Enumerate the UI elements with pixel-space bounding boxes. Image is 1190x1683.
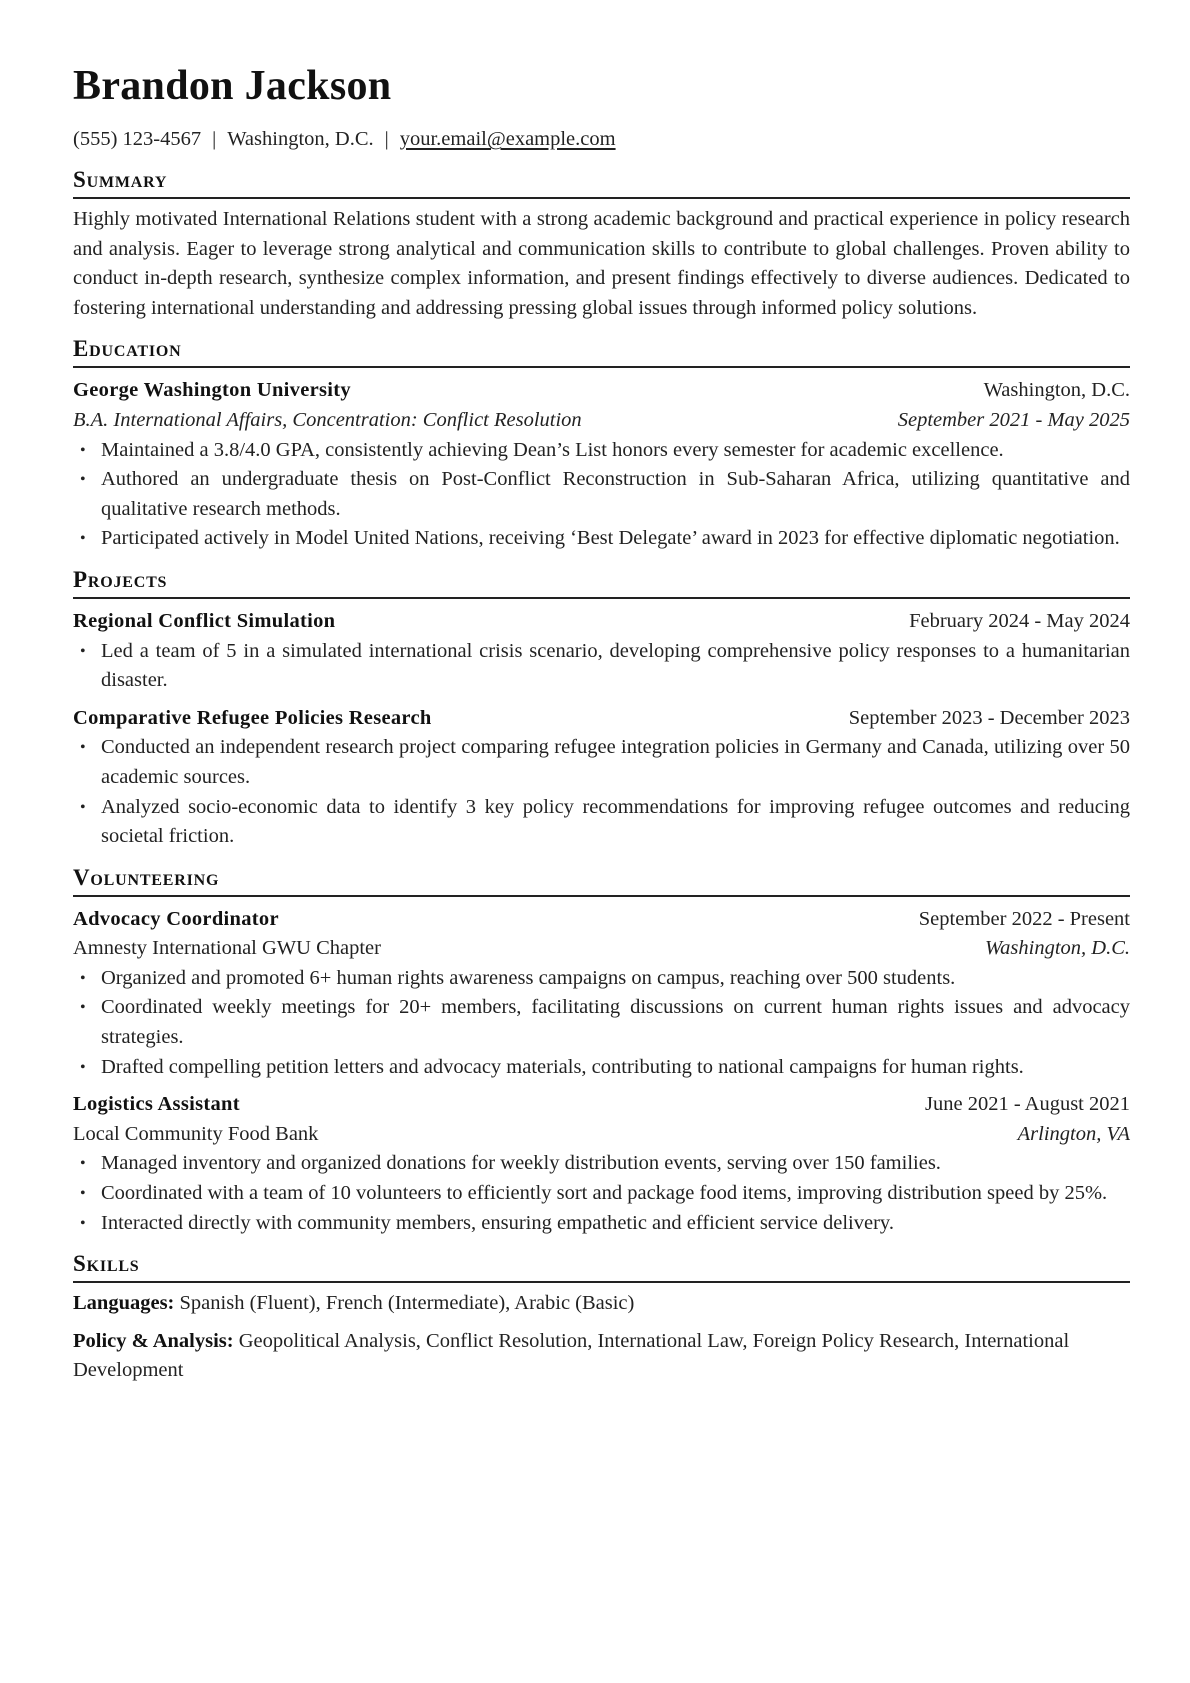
skill-value: Geopolitical Analysis, Conflict Resolution, International Law, Foreign Policy Research, International Development <box>73 1329 1070 1382</box>
list-item: • Interacted directly with community members, ensuring empathetic and efficient service delivery. <box>73 1209 1130 1239</box>
list-item: • Led a team of 5 in a simulated international crisis scenario, developing comprehensive policy responses to a humanitarian disaster. <box>73 637 1130 696</box>
bullet-icon: • <box>80 530 86 548</box>
list-item: • Participated actively in Model United Nations, receiving ‘Best Delegate’ award in 2023 for effective diplomatic negotiation. <box>73 524 1130 554</box>
volunteer-organization: Amnesty International GWU Chapter <box>73 937 381 960</box>
list-item: • Coordinated with a team of 10 volunteers to efficiently sort and package food items, improving distribution speed by 25%. <box>73 1179 1130 1209</box>
school-location: Washington, D.C. <box>983 379 1130 402</box>
project-bullets <box>73 733 1130 851</box>
volunteer-location: Arlington, VA <box>1017 1122 1130 1145</box>
project-entry <box>73 607 1130 696</box>
volunteer-dates: June 2021 - August 2021 <box>925 1093 1130 1116</box>
separator: | <box>384 128 389 150</box>
bullet-icon: • <box>80 1058 86 1076</box>
list-item: • Managed inventory and organized donations for weekly distribution events, serving over 150 families. <box>73 1149 1130 1179</box>
education-section <box>73 335 1130 554</box>
skill-label: Policy & Analysis: <box>73 1329 234 1352</box>
section-title-education: Education <box>73 335 1130 368</box>
volunteer-organization: Local Community Food Bank <box>73 1122 319 1145</box>
skill-value: Spanish (Fluent), French (Intermediate), Arabic (Basic) <box>179 1292 635 1315</box>
bullet-icon: • <box>80 1185 86 1203</box>
list-item: • Conducted an independent research project comparing refugee integration policies in Germany and Canada, utilizing over 50 academic sources. <box>73 733 1130 792</box>
bullet-icon: • <box>80 798 86 816</box>
degree: B.A. International Affairs, Concentration: Conflict Resolution <box>73 408 582 431</box>
list-item: • Drafted compelling petition letters and advocacy materials, contributing to national campaigns for human rights. <box>73 1053 1130 1083</box>
section-title-projects: Projects <box>73 566 1130 599</box>
volunteer-role: Advocacy Coordinator <box>73 907 279 930</box>
project-entry <box>73 704 1130 852</box>
list-item: • Authored an undergraduate thesis on Post-Conflict Reconstruction in Sub-Saharan Africa, utilizing quantitative and qualitative research methods. <box>73 465 1130 524</box>
skill-label: Languages: <box>73 1292 175 1315</box>
list-item: • Maintained a 3.8/4.0 GPA, consistently achieving Dean’s List honors every semester for academic excellence. <box>73 436 1130 466</box>
project-name: Regional Conflict Simulation <box>73 609 336 632</box>
email-link[interactable]: your.email@example.com <box>399 128 616 150</box>
education-dates: September 2021 - May 2025 <box>897 408 1130 431</box>
bullet-icon: • <box>80 1214 86 1232</box>
volunteer-dates: September 2022 - Present <box>918 907 1130 930</box>
education-entry <box>73 376 1130 554</box>
skill-line-languages <box>73 1289 1130 1319</box>
volunteering-section <box>73 864 1130 1239</box>
bullet-icon: • <box>80 999 86 1017</box>
skills-section <box>73 1250 1130 1386</box>
project-dates: September 2023 - December 2023 <box>848 706 1130 729</box>
bullet-icon: • <box>80 969 86 987</box>
section-title-summary: Summary <box>73 166 1130 199</box>
projects-section <box>73 566 1130 852</box>
education-bullets <box>73 436 1130 554</box>
bullet-icon: • <box>80 1155 86 1173</box>
section-title-skills: Skills <box>73 1250 1130 1283</box>
volunteer-bullets <box>73 964 1130 1082</box>
volunteer-entry <box>73 1090 1130 1238</box>
bullet-icon: • <box>80 441 86 459</box>
candidate-name: Brandon Jackson <box>73 63 392 109</box>
volunteer-bullets <box>73 1149 1130 1238</box>
section-title-volunteering: Volunteering <box>73 864 1130 897</box>
project-bullets <box>73 637 1130 696</box>
volunteer-location: Washington, D.C. <box>984 937 1130 960</box>
list-item: • Coordinated weekly meetings for 20+ members, facilitating discussions on current human rights issues and advocacy strategies. <box>73 993 1130 1052</box>
phone-number: (555) 123-4567 <box>73 128 202 150</box>
school-name: George Washington University <box>73 379 351 402</box>
volunteer-role: Logistics Assistant <box>73 1093 240 1116</box>
project-dates: February 2024 - May 2024 <box>909 609 1130 632</box>
project-name: Comparative Refugee Policies Research <box>73 706 432 729</box>
volunteer-entry <box>73 905 1130 1083</box>
separator: | <box>212 128 217 150</box>
bullet-icon: • <box>80 642 86 660</box>
contact-location: Washington, D.C. <box>227 128 374 150</box>
contact-line <box>73 124 1130 154</box>
summary-text: Highly motivated International Relations student with a strong academic background and practical experience in policy research and analysis. Eager to leverage strong analytical and communication skills to contribute to global challenges. Proven ability to conduct in-depth research, synthesize complex information, and present findings effectively to diverse audiences. Dedicated to fostering international understanding and addressing pressing global issues through informed policy solutions. <box>73 208 1130 319</box>
list-item: • Organized and promoted 6+ human rights awareness campaigns on campus, reaching over 500 students. <box>73 964 1130 994</box>
bullet-icon: • <box>80 471 86 489</box>
bullet-icon: • <box>80 739 86 757</box>
skill-line-policy <box>73 1327 1130 1386</box>
list-item: • Analyzed socio-economic data to identify 3 key policy recommendations for improving refugee outcomes and reducing societal friction. <box>73 793 1130 852</box>
summary-section <box>73 166 1130 323</box>
